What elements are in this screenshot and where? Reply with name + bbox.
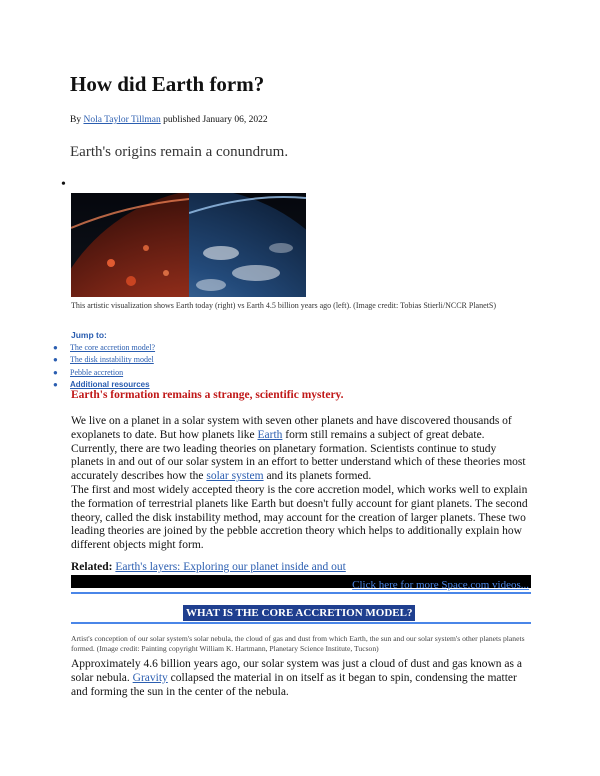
intro-body	[71, 415, 531, 553]
text-span: and its planets formed.	[263, 470, 372, 483]
bullet-dot-icon: ●	[53, 367, 58, 377]
toc-item-core-accretion[interactable]	[53, 342, 353, 354]
hero-image	[71, 193, 306, 297]
publish-date: published January 06, 2022	[160, 115, 268, 125]
toc-link[interactable]: The core accretion model?	[70, 343, 156, 352]
bullet-dot-icon: ●	[53, 355, 58, 365]
jump-to-list	[53, 342, 353, 391]
paragraph: The first and most widely accepted theory is the core accretion model, which works well to explain the formation of terrestrial planets like Earth but doesn't fully account for giant planets. The second theory, called the disk instability method, may account for the creation of larger planets. These two leading theories are joined by the pebble accretion theory which helps to additionally explain how different objects might form.	[71, 483, 528, 552]
related-line	[71, 561, 346, 573]
bullet-dot-icon: ●	[53, 379, 58, 389]
jump-to-label: Jump to:	[71, 330, 107, 340]
divider	[71, 592, 531, 594]
earth-link[interactable]: Earth	[257, 428, 283, 441]
solar-system-link[interactable]: solar system	[206, 470, 264, 483]
section-red-heading: Earth's formation remains a strange, scientific mystery.	[71, 389, 344, 401]
author-link[interactable]: Nola Taylor Tillman	[83, 115, 161, 125]
byline-prefix: By	[70, 115, 84, 125]
toc-item-disk-instability[interactable]	[53, 354, 353, 366]
hero-caption: This artistic visualization shows Earth today (right) vs Earth 4.5 billion years ago (left). (Image credit: Tobias Stierli/NCCR PlanetS)	[71, 301, 496, 310]
page-title: How did Earth form?	[70, 72, 265, 96]
divider	[71, 622, 531, 624]
byline	[70, 115, 268, 125]
toc-link[interactable]: The disk instability model	[70, 355, 154, 365]
text-span: Approximately 4.6 billion years ago, our solar system was just a cloud of dust and gas known as a solar nebula.	[71, 658, 522, 684]
subheading: Earth's origins remain a conundrum.	[70, 144, 289, 160]
nebula-caption: Artist's conception of our solar system's solar nebula, the cloud of gas and dust from which Earth, the sun and our solar system's other planets planets formed. (Image credit: Painting copyright William K. Hartmann, Planetary Science Institute, Tucson)	[71, 634, 525, 653]
bullet-dot-icon: ●	[53, 343, 58, 352]
text-span: We live on a planet in a solar system with seven other planets and have discovered thousands of exoplanets to date. But how planets like	[71, 415, 512, 441]
text-span: form still remains a subject of great debate. Currently, there are two leading theories on planetary formation. Scientists continue to study planets in and out of our solar system in an effort to better understand which of these theories most accurately describes how the	[71, 428, 526, 483]
related-link[interactable]: Earth's layers: Exploring our planet inside and out	[115, 561, 346, 573]
toc-link[interactable]: Additional resources	[70, 379, 150, 389]
toc-item-pebble-accretion[interactable]	[53, 367, 353, 379]
text-span: collapsed the material in on itself as it began to spin, condensing the matter and forming the sun in the center of the nebula.	[71, 671, 517, 698]
paragraph	[71, 415, 531, 484]
gravity-link[interactable]: Gravity	[132, 671, 168, 684]
section-heading: WHAT IS THE CORE ACCRETION MODEL?	[183, 605, 415, 621]
toc-link[interactable]: Pebble accretion	[70, 367, 124, 377]
video-bar	[71, 575, 531, 591]
related-label: Related:	[71, 561, 113, 573]
more-videos-link[interactable]: Click here for more Space.com videos...	[352, 579, 529, 591]
earth-comparison-illustration	[71, 193, 306, 297]
core-accretion-body	[71, 658, 531, 699]
bullet-dot-icon: •	[61, 177, 66, 192]
